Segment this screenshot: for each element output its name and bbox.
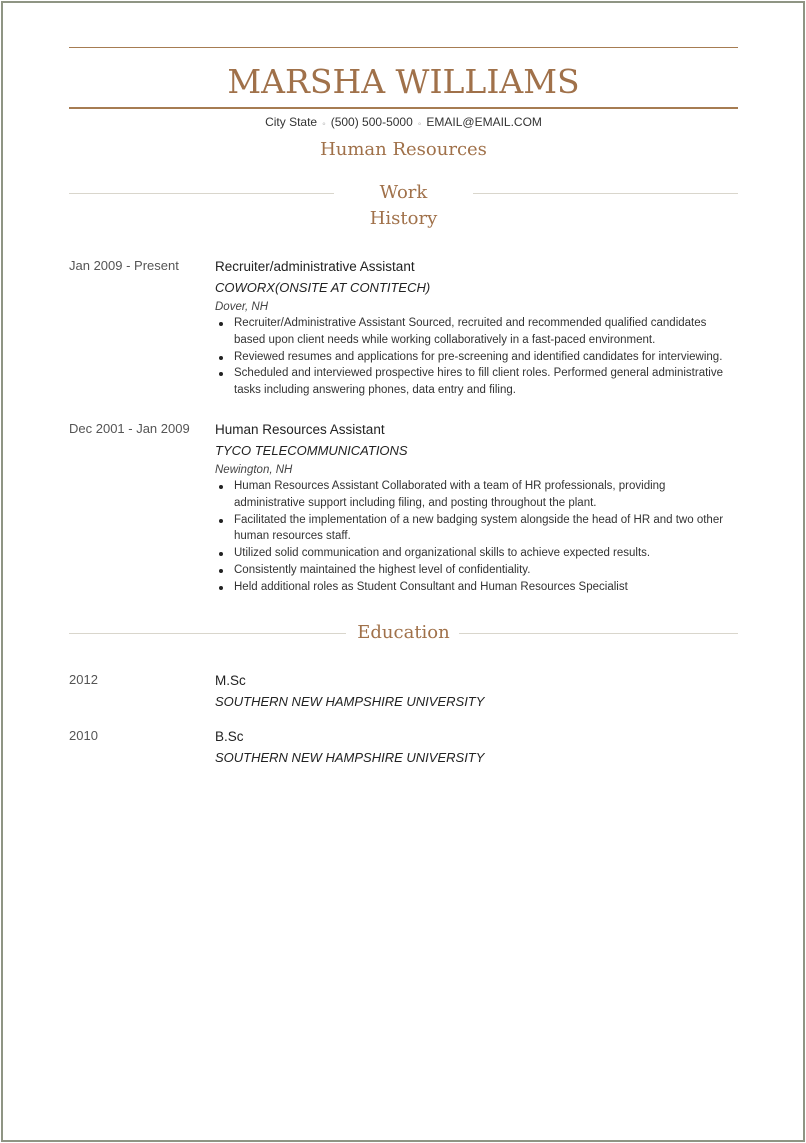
contact-phone: (500) 500-5000 xyxy=(330,115,413,129)
section-title: Education xyxy=(357,622,450,643)
list-item: Facilitated the implementation of a new badging system alongside the head of HR and two other human resources staff. xyxy=(215,512,738,546)
degree: B.Sc xyxy=(215,729,244,744)
contact-separator: ° xyxy=(322,121,326,131)
contact-line xyxy=(69,114,738,131)
education-details xyxy=(215,727,738,768)
job-duties xyxy=(215,478,738,596)
work-dates: Dec 2001 - Jan 2009 xyxy=(69,421,190,436)
education-heading xyxy=(69,620,738,648)
job-title: Recruiter/administrative Assistant xyxy=(215,259,415,274)
list-item: Scheduled and interviewed prospective hires to fill client roles. Performed general administrative tasks including answering phones, data entry and filing. xyxy=(215,365,738,399)
school-name: SOUTHERN NEW HAMPSHIRE UNIVERSITY xyxy=(215,750,485,765)
job-location: Newington, NH xyxy=(215,464,293,476)
school-name: SOUTHERN NEW HAMPSHIRE UNIVERSITY xyxy=(215,694,485,709)
education-year: 2010 xyxy=(69,728,98,743)
education-details xyxy=(215,671,738,712)
contact-location: City State xyxy=(265,115,318,129)
list-item: Recruiter/Administrative Assistant Sourced, recruited and recommended qualified candidates based upon client needs while working collaboratively in a fast-paced environment. xyxy=(215,315,738,349)
contact-email: EMAIL@EMAIL.COM xyxy=(426,115,542,129)
work-history-heading xyxy=(69,180,738,232)
list-item: Utilized solid communication and organizational skills to achieve expected results. xyxy=(215,545,738,562)
list-item: Reviewed resumes and applications for pre-screening and identified candidates for interviewing. xyxy=(215,349,738,366)
job-title: Human Resources Assistant xyxy=(215,422,385,437)
work-details xyxy=(215,257,738,399)
list-item: Held additional roles as Student Consultant and Human Resources Specialist xyxy=(215,579,738,596)
degree: M.Sc xyxy=(215,673,246,688)
section-title-line1: Work xyxy=(379,182,428,203)
company-name: COWORX(ONSITE AT CONTITECH) xyxy=(215,280,431,295)
education-year: 2012 xyxy=(69,672,98,687)
contact-separator: ° xyxy=(417,121,422,131)
work-details xyxy=(215,420,738,596)
professional-title: Human Resources xyxy=(320,139,487,160)
job-duties xyxy=(215,315,738,399)
job-location: Dover, NH xyxy=(215,301,269,313)
section-title-line2: History xyxy=(369,208,438,229)
candidate-name: MARSHA WILLIAMS xyxy=(227,62,580,101)
work-dates: Jan 2009 - Present xyxy=(69,258,179,273)
name-divider xyxy=(69,107,738,109)
list-item: Consistently maintained the highest level of confidentiality. xyxy=(215,562,738,579)
list-item: Human Resources Assistant Collaborated with a team of HR professionals, providing administrative support including filing, and posting throughout the plant. xyxy=(215,478,738,512)
company-name: TYCO TELECOMMUNICATIONS xyxy=(215,443,408,458)
top-divider xyxy=(69,47,738,48)
